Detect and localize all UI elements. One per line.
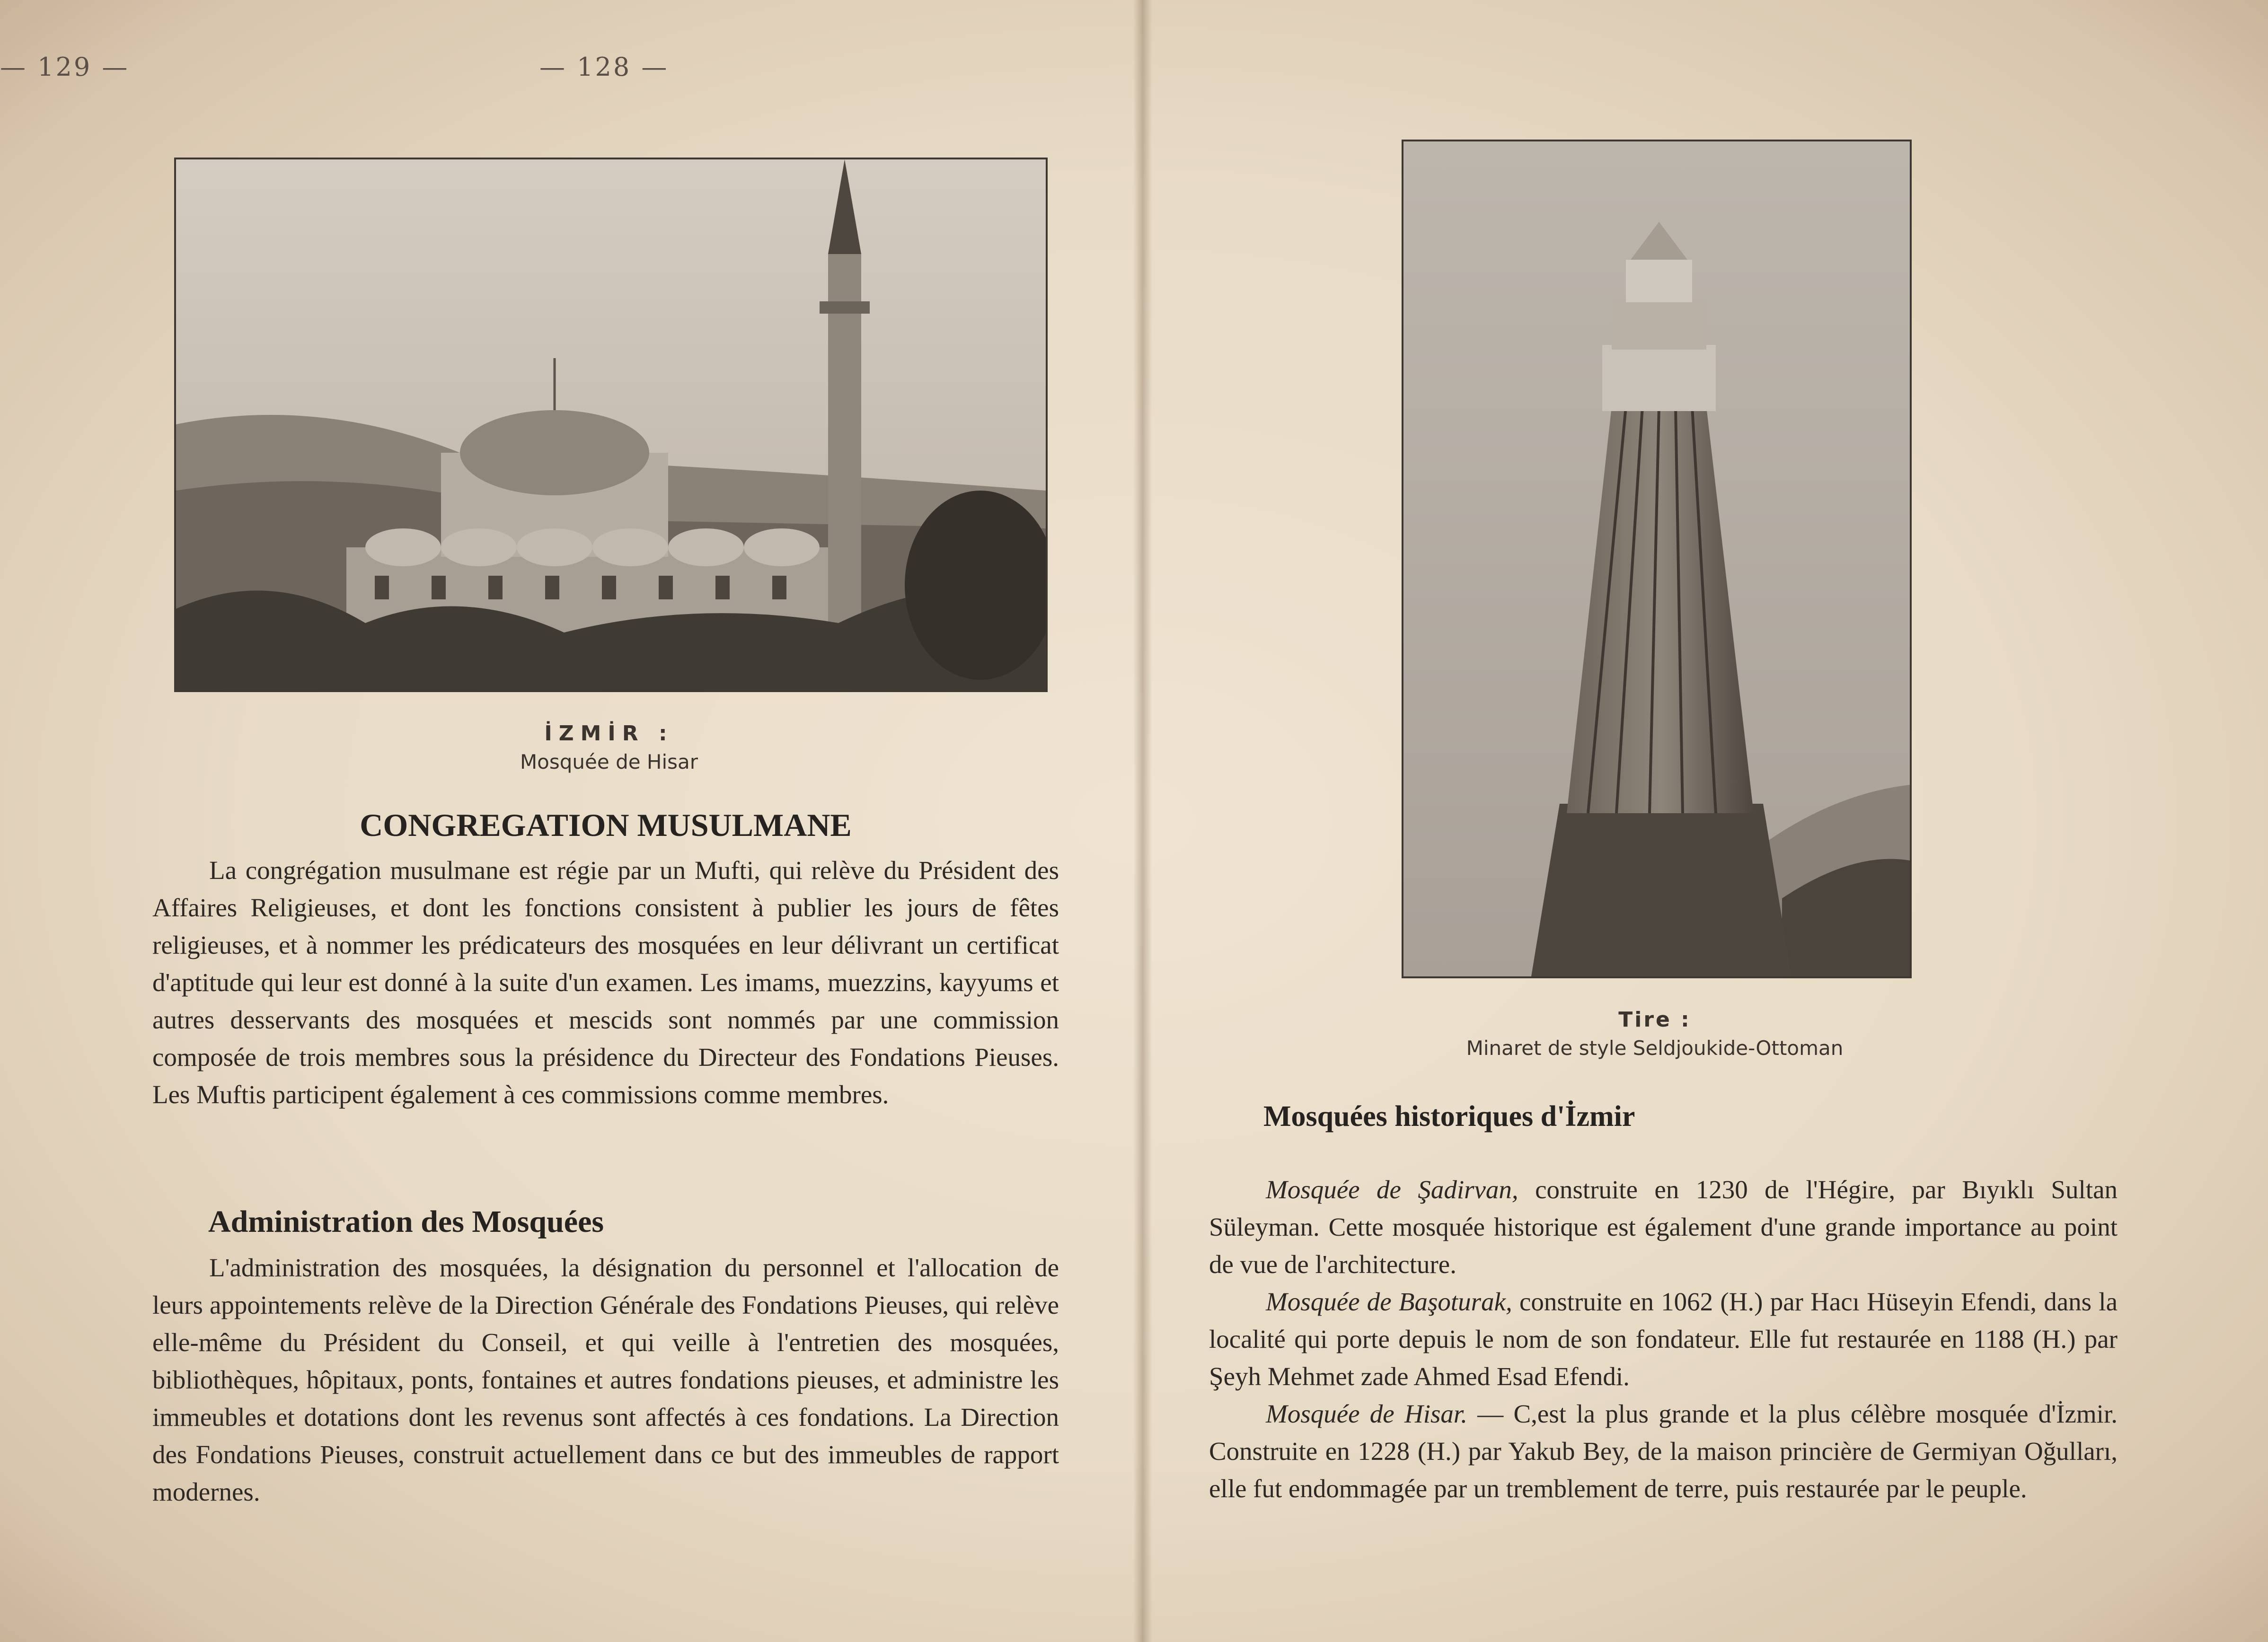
right-caption-title: Tire : — [1618, 1008, 1691, 1032]
left-page-number: — 128 — — [539, 52, 669, 82]
administration-paragraph — [152, 1249, 1059, 1510]
administration-text: L'administration des mosquées, la désignation du personnel et l'allocation de leurs appointements relève de la Direction Générale des Fondations Pieuses, qui relève elle-même du Président du Conseil, et qui veille à l'entretien des mosquées, bibliothèques, hôpitaux, ponts, fontaines et autres fondations pieuses, et administre les immeubles et dotations dont les revenus sont affectés à ces fondations. La Direction des Fondations Pieuses, construit actuellement dans ce but des immeubles de rapport modernes. — [152, 1253, 1059, 1506]
entry-sadirvan — [1209, 1171, 2118, 1283]
entry-basoturak-name: Mosquée de Başoturak, — [1266, 1287, 1512, 1316]
historic-mosques-text — [1209, 1171, 2118, 1507]
congregation-heading: CONGREGATION MUSULMANE — [360, 807, 852, 843]
entry-basoturak-text: construite en 1062 (H.) par Hacı Hüseyin Efendi, dans la localité qui porte depuis le nom de son fondateur. Elle fut restaurée en 1188 (H.) par Şeyh Mehmet zade Ahmed Esad Efendi. — [1209, 1287, 2118, 1391]
entry-sadirvan-name: Mosquée de Şadirvan, — [1266, 1175, 1518, 1204]
right-photo-caption — [1402, 1008, 1908, 1060]
entry-hisar-name: Mosquée de Hisar. — [1266, 1399, 1467, 1428]
tire-minaret-illustration — [1403, 141, 1910, 976]
hisar-mosque-photo — [174, 158, 1048, 692]
right-page-number: — 129 — — [0, 52, 130, 82]
entry-sadirvan-text: construite en 1230 de l'Hégire, par Bıyıklı Sultan Süleyman. Cette mosquée historique est également d'une grande importance au point de vue de l'architecture. — [1209, 1175, 2118, 1279]
right-caption-subtitle: Minaret de style Seldjoukide-Ottoman — [1466, 1036, 1844, 1060]
entry-hisar-text: — C,est la plus grande et la plus célèbre mosquée d'İzmir. Construite en 1228 (H.) par Yakub Bey, de la maison princière de Germiyan Oğulları, elle fut endommagée par un tremblement de terre, puis restaurée par le peuple. — [1209, 1399, 2118, 1503]
congregation-text: La congrégation musulmane est régie par un Mufti, qui relève du Président des Affaires Religieuses, et dont les fonctions consistent à publier les jours de fêtes religieuses, et à nommer les prédicateurs des mosquées en leur délivrant un certificat d'aptitude qui leur est donné à la suite d'un examen. Les imams, muezzins, kayyums et autres desservants des mosquées et mescids sont nommés par une commission composée de trois membres sous la présidence du Directeur des Fondations Pieuses. Les Muftis participent également à ces commissions comme membres. — [152, 856, 1059, 1109]
historic-mosques-heading: Mosquées historiques d'İzmir — [1263, 1100, 1635, 1133]
entry-hisar — [1209, 1395, 2118, 1507]
left-caption-subtitle: Mosquée de Hisar — [520, 750, 698, 773]
left-photo-caption — [174, 721, 1044, 773]
left-caption-title: İZMİR : — [544, 721, 674, 746]
entry-basoturak — [1209, 1283, 2118, 1395]
hisar-mosque-illustration — [176, 159, 1046, 690]
tire-minaret-photo — [1402, 140, 1912, 978]
administration-heading: Administration des Mosquées — [208, 1204, 604, 1239]
congregation-paragraph — [152, 852, 1059, 1113]
